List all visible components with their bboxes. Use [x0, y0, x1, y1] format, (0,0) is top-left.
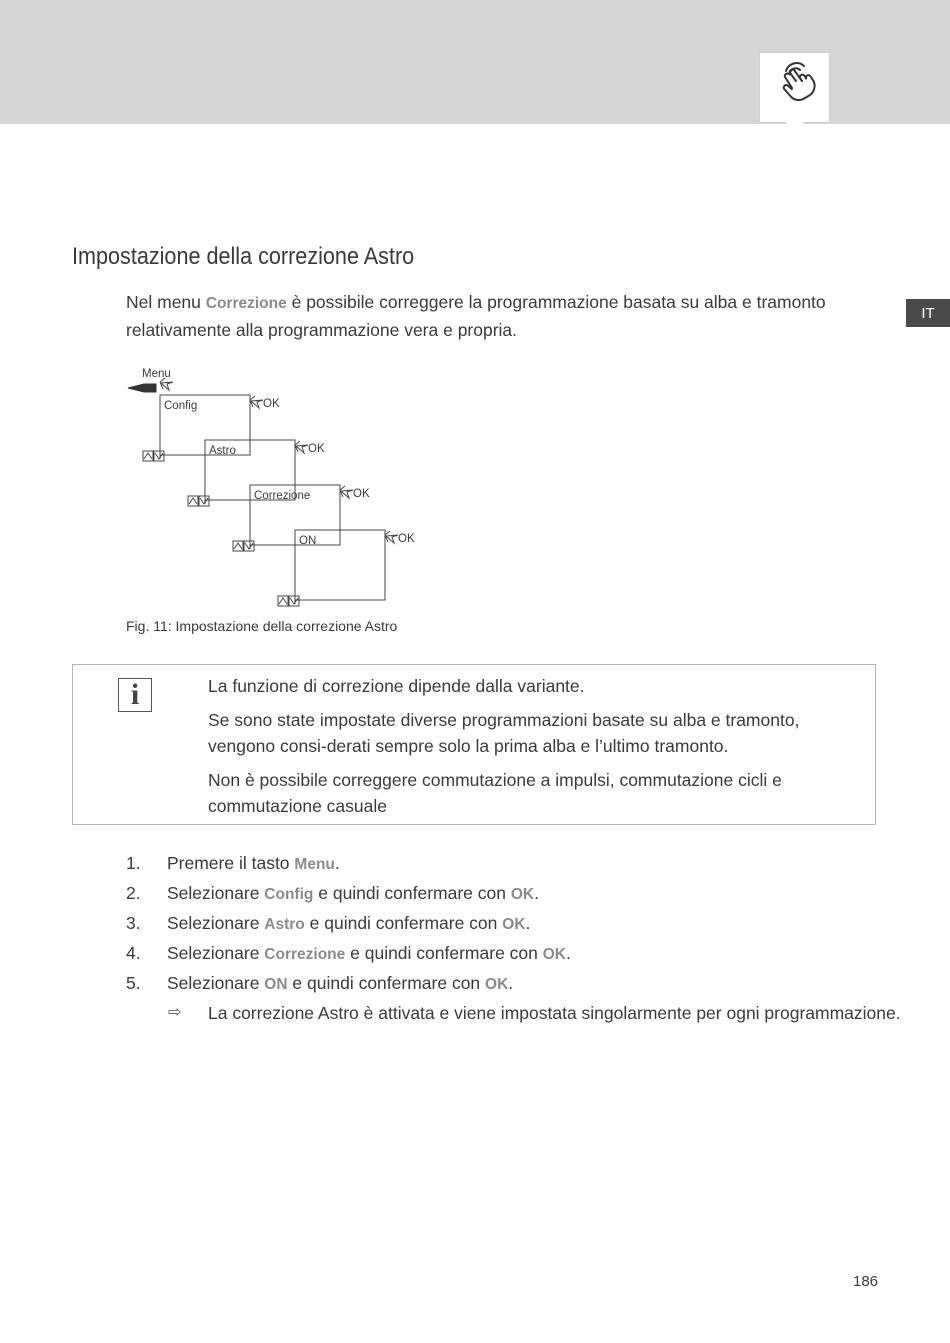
step-keyword: Astro	[264, 916, 305, 933]
step-text	[167, 970, 513, 998]
menu-label: Menu	[142, 368, 171, 380]
result-arrow-icon: ⇨	[168, 1004, 182, 1021]
press-ok-icon	[295, 441, 308, 453]
ok-label: OK	[263, 398, 280, 410]
step-keyword: Correzione	[264, 946, 346, 963]
step-number: 5.	[126, 973, 141, 993]
step-mid: e quindi confermare con	[313, 883, 511, 903]
menu-diagram	[120, 362, 440, 607]
step-pre: Selezionare	[167, 943, 265, 963]
result-item	[126, 1000, 901, 1030]
intro-keyword: Correzione	[205, 295, 287, 312]
up-down-buttons-icon	[278, 596, 299, 606]
ok-label: OK	[398, 533, 415, 545]
step-item	[126, 970, 886, 1000]
up-down-buttons-icon	[188, 496, 209, 506]
up-down-buttons-icon	[143, 451, 164, 461]
touch-hand-icon	[760, 53, 829, 122]
step-pre: Selezionare	[167, 973, 265, 993]
steps-list	[126, 850, 901, 1030]
note-line: Se sono state impostate diverse programmazioni basate su alba e tramonto, vengono consi-derati sempre solo la prima alba e l’ultimo tramonto.	[208, 710, 800, 756]
step-mid: e quindi confermare con	[345, 943, 543, 963]
screen-label: ON	[299, 535, 317, 547]
step-keyword: ON	[264, 976, 288, 993]
ok-label: OK	[353, 488, 370, 500]
step-post: .	[566, 943, 571, 963]
step-keyword-ok: OK	[502, 916, 526, 933]
step-pre: Premere il tasto	[167, 853, 295, 873]
step-text	[167, 940, 571, 968]
step-mid: e quindi confermare con	[287, 973, 486, 993]
info-icon: i	[118, 678, 152, 712]
step-pre: Selezionare	[167, 883, 265, 903]
step-keyword: Config	[264, 886, 314, 903]
intro-paragraph	[126, 289, 896, 343]
step-mid: .	[334, 853, 340, 873]
step-text	[167, 880, 539, 908]
note-line: La funzione di correzione dipende dalla variante.	[208, 676, 585, 696]
screen-label: Config	[164, 400, 198, 412]
press-ok-icon	[340, 486, 353, 498]
step-text	[167, 850, 340, 878]
screen-label: Correzione	[254, 490, 311, 502]
figure-caption: Fig. 11: Impostazione della correzione Astro	[126, 618, 398, 634]
header-icon-card	[760, 53, 829, 122]
result-text: La correzione Astro è attivata e viene impostata singolarmente per ogni programmazione.	[208, 1003, 901, 1023]
up-down-buttons-icon	[233, 541, 254, 551]
step-number: 2.	[126, 883, 141, 903]
press-ok-icon	[250, 396, 263, 408]
step-number: 3.	[126, 913, 141, 933]
step-post: .	[534, 883, 539, 903]
step-post: .	[525, 913, 531, 933]
step-text	[167, 910, 530, 938]
ok-label: OK	[308, 443, 325, 455]
intro-after: è possibile correggere la programmazione basata su alba e tramonto relativamente alla programmazione vera e propria.	[126, 292, 826, 340]
language-tab[interactable]: IT	[906, 299, 950, 327]
screen-label: Astro	[209, 445, 236, 457]
intro-before: Nel menu	[126, 292, 206, 312]
page-title: Impostazione della correzione Astro	[72, 243, 415, 270]
step-item	[126, 850, 886, 880]
header-icon-pointer	[786, 121, 804, 139]
press-ok-icon	[385, 531, 398, 543]
step-item	[126, 940, 886, 970]
step-item	[126, 880, 886, 910]
step-post: .	[508, 973, 514, 993]
step-keyword-ok: OK	[485, 976, 509, 993]
pointing-hand-icon	[128, 384, 156, 392]
note-line: Non è possibile correggere commutazione a impulsi, commutazione cicli e commutazione casuale	[208, 770, 782, 816]
page-number: 186	[853, 1273, 879, 1290]
step-item	[126, 910, 886, 940]
step-keyword: Menu	[294, 856, 335, 873]
step-number: 1.	[126, 853, 141, 873]
step-mid: e quindi confermare con	[304, 913, 503, 933]
step-pre: Selezionare	[167, 913, 265, 933]
step-keyword-ok: OK	[510, 886, 535, 903]
note-text	[208, 673, 868, 827]
step-number: 4.	[126, 943, 141, 963]
step-keyword-ok: OK	[542, 946, 566, 963]
